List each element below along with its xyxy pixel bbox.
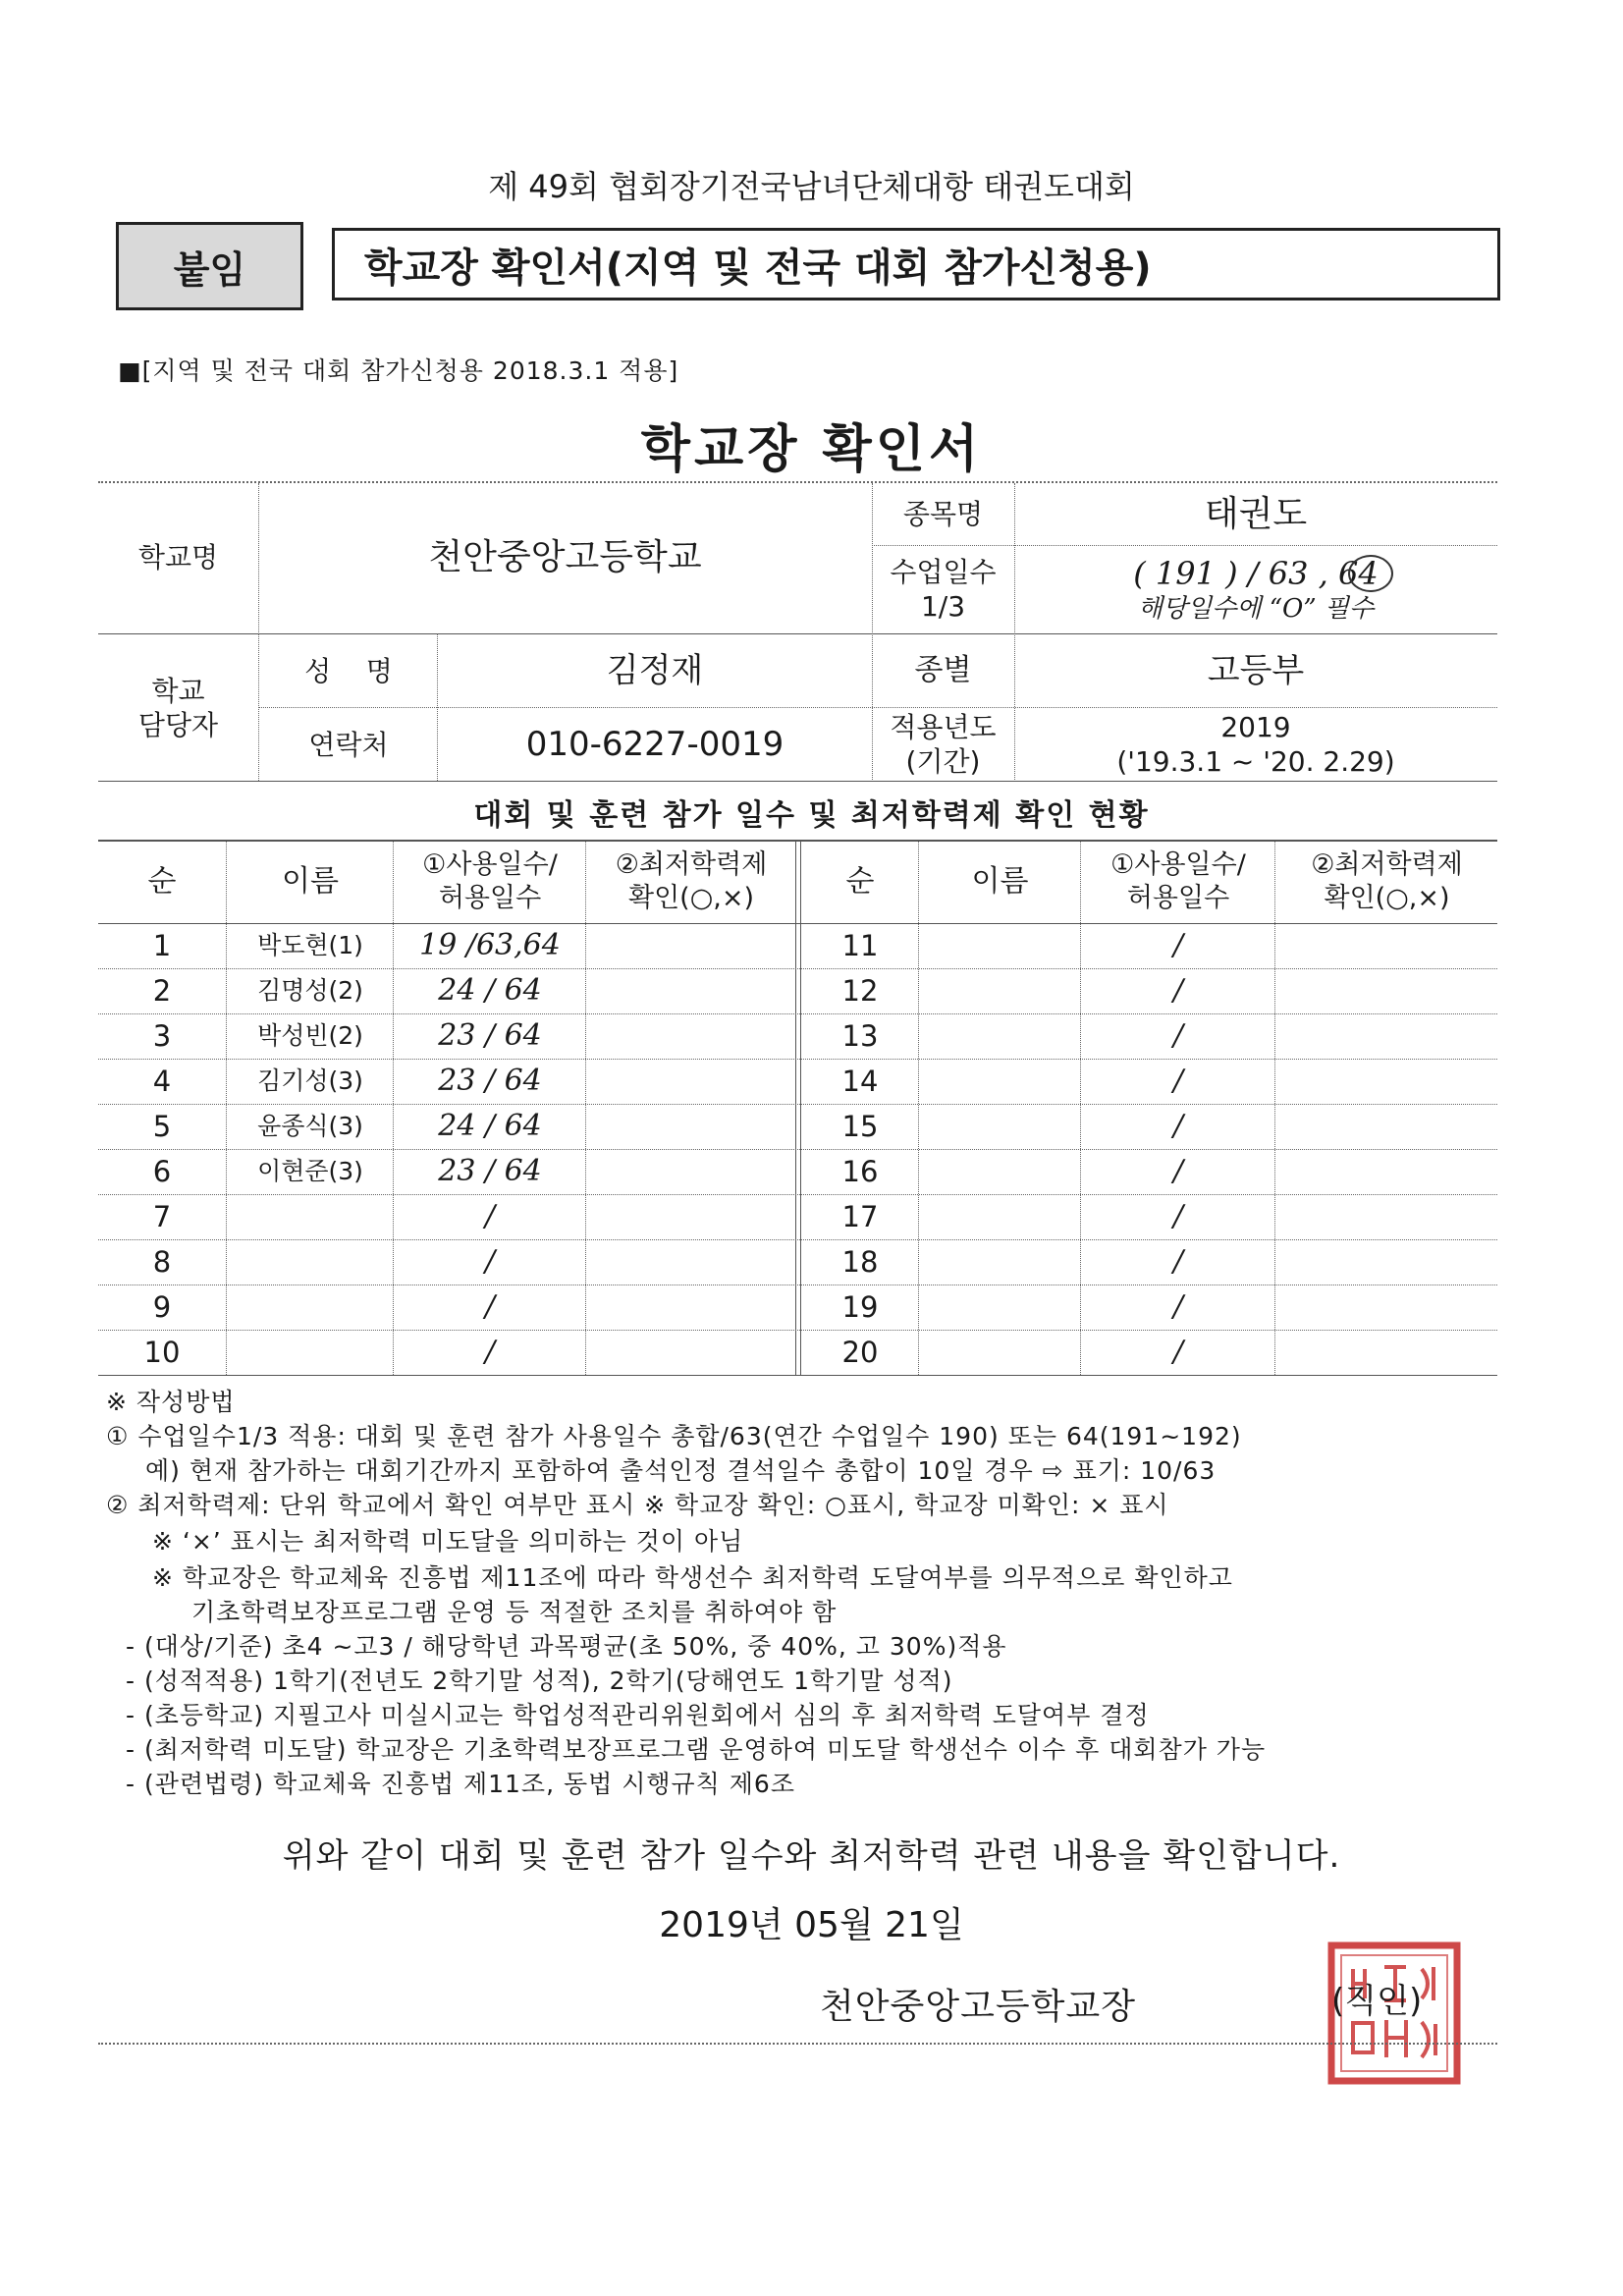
header-days-right-line1: ①사용일수/ — [1110, 849, 1246, 881]
row-no: 8 — [152, 1244, 172, 1279]
school-name-value: 천안중앙고등학교 — [428, 536, 702, 577]
row-name — [228, 1239, 393, 1285]
row-days: 23 / 64 — [438, 1064, 542, 1099]
row-check — [587, 1104, 795, 1149]
header-name-right: 이름 — [971, 864, 1029, 900]
row-days: 24 / 64 — [438, 973, 542, 1009]
row-name — [920, 1239, 1080, 1285]
row-check — [1276, 1239, 1497, 1285]
note-line-3: ② 최저학력제: 단위 학교에서 확인 여부만 표시 ※ 학교장 확인: ○표시, 학교장 미확인: × 표시 — [106, 1491, 1169, 1519]
header-check-left-line2: 확인(○,×) — [628, 883, 754, 913]
phone-value: 010-6227-0019 — [525, 724, 784, 764]
row-days: / — [484, 1244, 496, 1280]
row-name — [920, 1104, 1080, 1149]
row-days: 23 / 64 — [438, 1018, 542, 1054]
note-line-10: - (최저학력 미도달) 학교장은 기초학력보장프로그램 운영하여 미도달 학생선수 이수 후 대회참가 가능 — [126, 1735, 1267, 1764]
row-name — [228, 1285, 393, 1330]
header-name-left: 이름 — [282, 864, 339, 900]
division-value: 고등부 — [1207, 650, 1305, 690]
form-title: 학교장 확인서(지역 및 전국 대회 참가신청용) — [364, 245, 1152, 291]
row-no: 6 — [152, 1154, 172, 1188]
row-days: / — [1172, 1199, 1184, 1234]
row-check — [1276, 1013, 1497, 1059]
person-label-line2: 담당자 — [137, 708, 219, 741]
row-name: 김기성(3) — [257, 1066, 363, 1096]
row-no: 18 — [841, 1244, 879, 1279]
row-days: / — [484, 1289, 496, 1325]
row-no: 17 — [841, 1199, 879, 1233]
row-no: 16 — [841, 1154, 879, 1188]
form-applicability-note: ■[지역 및 전국 대회 참가신청용 2018.3.1 적용] — [118, 356, 679, 385]
row-check — [1276, 1059, 1497, 1104]
row-check — [1276, 1149, 1497, 1194]
note-line-11: - (관련법령) 학교체육 진흥법 제11조, 동법 시행규칙 제6조 — [126, 1770, 795, 1798]
row-days: / — [1172, 1244, 1184, 1280]
row-check — [1276, 1285, 1497, 1330]
division-label: 종별 — [914, 653, 972, 688]
seal-label: (직인) — [1331, 1982, 1423, 2021]
days-circle-mark — [1348, 555, 1393, 592]
main-title: 학교장 확인서 — [640, 420, 983, 479]
row-name — [228, 1330, 393, 1375]
row-no: 20 — [841, 1335, 879, 1369]
row-name — [920, 1330, 1080, 1375]
row-name — [228, 1194, 393, 1239]
year-value-line1: 2019 — [1220, 711, 1291, 743]
row-days: / — [1172, 1335, 1184, 1370]
row-name: 이현준(3) — [257, 1157, 363, 1186]
row-check — [1276, 1104, 1497, 1149]
note-line-6: 기초학력보장프로그램 운영 등 적절한 조치를 취하여야 함 — [191, 1598, 838, 1626]
row-days: / — [1172, 1154, 1184, 1189]
class-days-label — [872, 546, 1014, 632]
row-no: 13 — [841, 1018, 879, 1053]
row-days: 19 /63,64 — [419, 928, 561, 963]
row-no: 15 — [841, 1109, 879, 1143]
row-check — [587, 923, 795, 968]
note-line-5: ※ 학교장은 학교체육 진흥법 제11조에 따라 학생선수 최저학력 도달여부를 의무적으로 확인하고 — [152, 1563, 1233, 1592]
row-days: 23 / 64 — [438, 1154, 542, 1189]
header-check-right-line2: 확인(○,×) — [1324, 883, 1450, 913]
row-name — [920, 1285, 1080, 1330]
row-check — [587, 1149, 795, 1194]
sport-value: 태권도 — [1204, 493, 1308, 534]
year-label — [872, 709, 1014, 780]
confirmation-date: 2019년 05월 21일 — [659, 1905, 964, 1945]
form-title-box — [332, 228, 1500, 301]
class-days-note: 해당일수에 “O” 필수 — [1137, 593, 1375, 624]
row-no: 3 — [152, 1018, 172, 1053]
phone-label: 연락처 — [308, 728, 389, 761]
header-days-left — [395, 842, 585, 922]
row-no: 9 — [152, 1289, 172, 1324]
header-days-left-line2: 허용일수 — [438, 883, 542, 913]
row-check — [587, 968, 795, 1013]
header-days-left-line1: ①사용일수/ — [422, 849, 558, 881]
row-check — [587, 1194, 795, 1239]
header-check-left — [587, 842, 795, 922]
sport-label: 종목명 — [902, 497, 984, 530]
header-check-right-line1: ②최저학력제 — [1311, 849, 1463, 881]
attendance-title: 대회 및 훈련 참가 일수 및 최저학력제 확인 현황 — [473, 798, 1150, 833]
row-name — [920, 1149, 1080, 1194]
name-value: 김정재 — [606, 650, 704, 690]
note-line-9: - (초등학교) 지필고사 미실시교는 학업성적관리위원회에서 심의 후 최저학력 도달여부 결정 — [126, 1701, 1150, 1729]
row-check — [587, 1013, 795, 1059]
row-check — [1276, 1330, 1497, 1375]
row-name: 박성빈(2) — [257, 1021, 363, 1051]
row-name — [920, 923, 1080, 968]
note-line-1: ① 수업일수1/3 적용: 대회 및 훈련 참가 사용일수 총합/63(연간 수업일수 190) 또는 64(191~192) — [106, 1422, 1242, 1450]
row-days: / — [484, 1199, 496, 1234]
row-name: 김명성(2) — [257, 976, 363, 1006]
signer-name: 천안중앙고등학교장 — [820, 1987, 1136, 2027]
row-days: / — [1172, 1064, 1184, 1099]
row-days: / — [1172, 928, 1184, 963]
row-check — [1276, 923, 1497, 968]
row-no: 14 — [841, 1064, 879, 1098]
person-label-line1: 학교 — [151, 674, 205, 707]
name-label: 성 명 — [304, 654, 393, 687]
row-no: 2 — [152, 973, 172, 1008]
row-check — [587, 1239, 795, 1285]
header-days-right-line2: 허용일수 — [1126, 883, 1230, 913]
row-name — [920, 1059, 1080, 1104]
row-days: / — [1172, 1018, 1184, 1054]
note-line-7: - (대상/기준) 초4 ~고3 / 해당학년 과목평균(초 50%, 중 40%, 고 30%)적용 — [126, 1632, 1007, 1661]
tag-label: 붙임 — [173, 247, 246, 292]
person-label — [98, 635, 258, 780]
event-title: 제 49회 협회장기전국남녀단체대항 태권도대회 — [488, 168, 1135, 205]
school-name-label: 학교명 — [137, 540, 219, 574]
year-value — [1014, 709, 1497, 780]
tag-box — [116, 222, 303, 310]
note-line-8: - (성적적용) 1학기(전년도 2학기말 성적), 2학기(당해연도 1학기말 성적) — [126, 1667, 953, 1695]
row-check — [1276, 1194, 1497, 1239]
row-name: 박도현(1) — [257, 931, 363, 960]
row-name — [920, 1194, 1080, 1239]
row-check — [587, 1285, 795, 1330]
year-value-line2: ('19.3.1 ~ '20. 2.29) — [1116, 745, 1395, 778]
row-check — [587, 1059, 795, 1104]
header-no-left: 순 — [147, 864, 177, 900]
row-days: / — [484, 1335, 496, 1370]
header-check-right — [1276, 842, 1497, 922]
row-days: 24 / 64 — [438, 1109, 542, 1144]
note-line-2: 예) 현재 참가하는 대회기간까지 포함하여 출석인정 결석일수 총합이 10일 경우 ⇨ 표기: 10/63 — [145, 1456, 1217, 1485]
class-days-label-line1: 수업일수 — [890, 556, 997, 588]
row-name — [920, 1013, 1080, 1059]
row-no: 1 — [152, 928, 172, 962]
row-no: 4 — [152, 1064, 172, 1098]
row-name: 윤종식(3) — [257, 1112, 363, 1141]
notes-heading: ※ 작성방법 — [106, 1388, 236, 1416]
row-days: / — [1172, 1109, 1184, 1144]
year-label-line1: 적용년도 — [890, 711, 997, 743]
row-name — [920, 968, 1080, 1013]
row-days: / — [1172, 973, 1184, 1009]
confirmation-statement: 위와 같이 대회 및 훈련 참가 일수와 최저학력 관련 내용을 확인합니다. — [282, 1836, 1341, 1876]
row-days: / — [1172, 1289, 1184, 1325]
header-days-right — [1082, 842, 1274, 922]
row-no: 7 — [152, 1199, 172, 1233]
row-no: 12 — [841, 973, 879, 1008]
row-no: 10 — [143, 1335, 181, 1369]
row-check — [587, 1330, 795, 1375]
header-no-right: 순 — [845, 864, 875, 900]
row-no: 5 — [152, 1109, 172, 1143]
row-no: 19 — [841, 1289, 879, 1324]
class-days-label-line2: 1/3 — [920, 590, 966, 623]
class-days-handwritten: ( 191 ) / 63 , 64 — [1133, 554, 1379, 592]
header-check-left-line1: ②최저학력제 — [615, 849, 768, 881]
row-no: 11 — [841, 928, 879, 962]
footer-divider — [98, 2043, 1497, 2045]
note-line-4: ※ ‘×’ 표시는 최저학력 미도달을 의미하는 것이 아님 — [152, 1527, 744, 1556]
class-days-value — [1014, 546, 1497, 632]
row-check — [1276, 968, 1497, 1013]
year-label-line2: (기간) — [905, 745, 981, 778]
